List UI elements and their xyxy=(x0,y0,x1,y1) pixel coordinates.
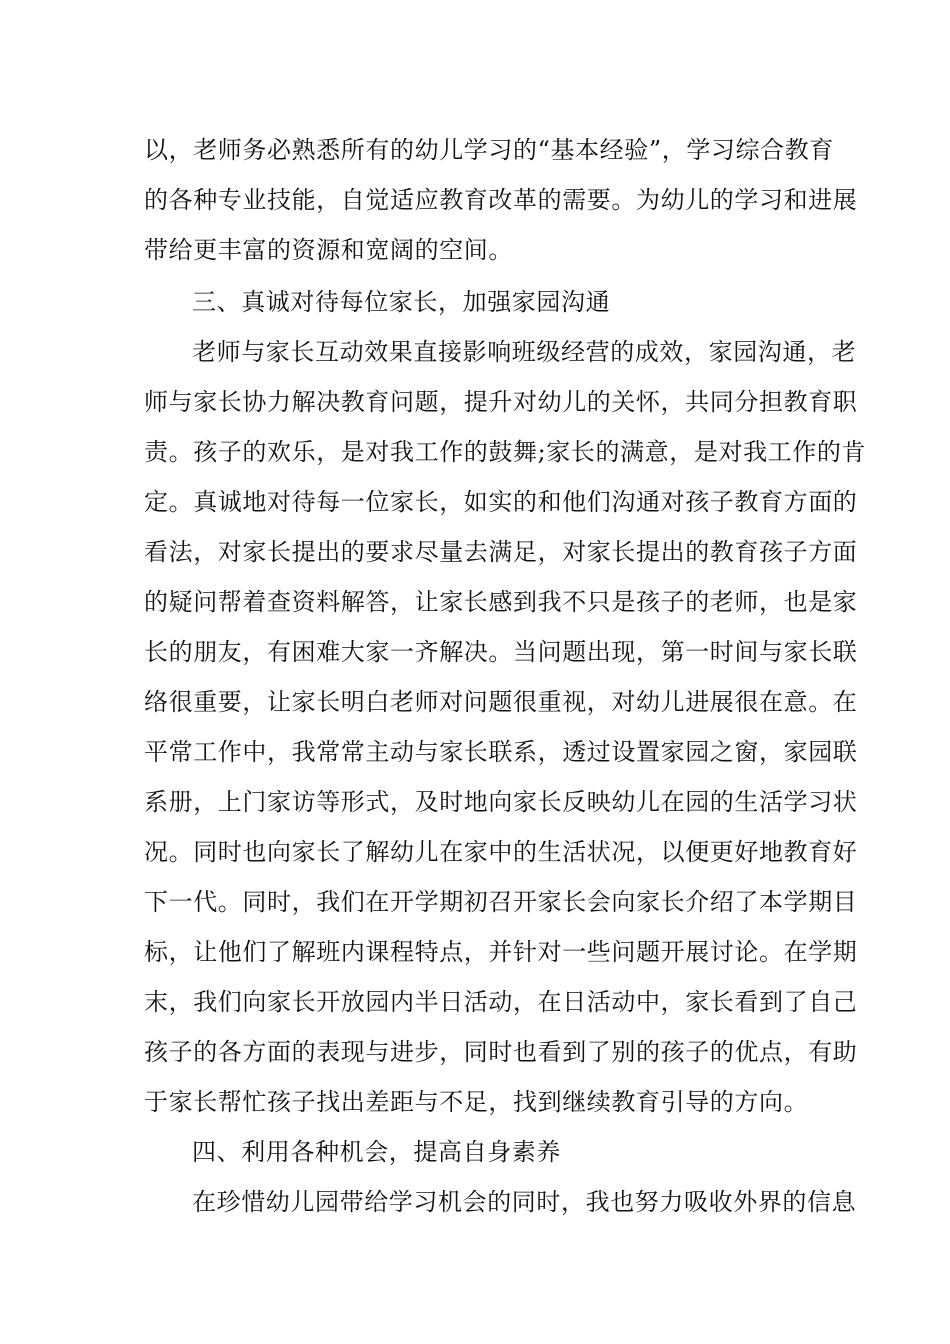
text-line: 长的朋友，有困难大家一齐解决。当问题出现，第一时间与家长联 xyxy=(144,638,858,666)
text-line: 带给更丰富的资源和宽阔的空间。 xyxy=(144,236,513,264)
section-heading: 四、利用各种机会，提高自身素养 xyxy=(192,1138,561,1166)
text-line: 况。同时也向家长了解幼儿在家中的生活状况，以便更好地教育好 xyxy=(144,838,858,866)
text-line: 的疑问帮着查资料解答，让家长感到我不只是孩子的老师，也是家 xyxy=(144,588,858,616)
text-line: 以，老师务必熟悉所有的幼儿学习的“基本经验”，学习综合教育 xyxy=(144,136,834,164)
text-line: 师与家长协力解决教育问题，提升对幼儿的关怀，共同分担教育职 xyxy=(144,388,858,416)
text-line: 孩子的各方面的表现与进步，同时也看到了别的孩子的优点，有助 xyxy=(144,1038,858,1066)
text-line: 看法，对家长提出的要求尽量去满足，对家长提出的教育孩子方面 xyxy=(144,538,858,566)
text-line: 标，让他们了解班内课程特点，并针对一些问题开展讨论。在学期 xyxy=(144,938,858,966)
paragraph-first-line: 老师与家长互动效果直接影响班级经营的成效，家园沟通，老 xyxy=(192,338,857,366)
text-line: 末，我们向家长开放园内半日活动，在日活动中，家长看到了自己 xyxy=(144,988,858,1016)
text-line: 的各种专业技能，自觉适应教育改革的需要。为幼儿的学习和进展 xyxy=(144,186,858,214)
text-line: 定。真诚地对待每一位家长，如实的和他们沟通对孩子教育方面的 xyxy=(144,488,858,516)
text-line: 于家长帮忙孩子找出差距与不足，找到继续教育引导的方向。 xyxy=(144,1088,809,1116)
text-line: 责。孩子的欢乐，是对我工作的鼓舞;家长的满意，是对我工作的肯 xyxy=(144,438,867,466)
text-line: 络很重要，让家长明白老师对问题很重视，对幼儿进展很在意。在 xyxy=(144,688,858,716)
text-line: 下一代。同时，我们在开学期初召开家长会向家长介绍了本学期目 xyxy=(144,888,858,916)
text-line: 系册，上门家访等形式，及时地向家长反映幼儿在园的生活学习状 xyxy=(144,788,858,816)
section-heading: 三、真诚对待每位家长，加强家园沟通 xyxy=(192,288,611,316)
text-line: 平常工作中，我常常主动与家长联系，透过设置家园之窗，家园联 xyxy=(144,738,858,766)
paragraph-first-line: 在珍惜幼儿园带给学习机会的同时，我也努力吸收外界的信息 xyxy=(192,1188,857,1216)
